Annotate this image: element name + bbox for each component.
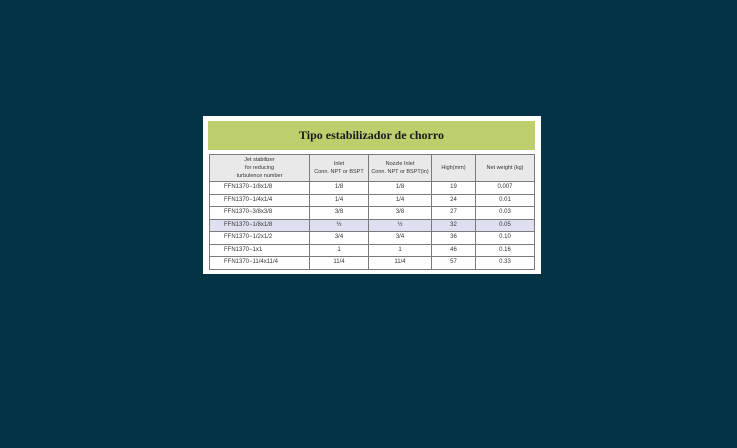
cell-nozzle-inlet: 3/8 bbox=[369, 207, 432, 220]
header-line: High(mm) bbox=[441, 165, 466, 171]
header-net-weight bbox=[476, 155, 535, 182]
cell-model: FFN1370−1/8x1/8 bbox=[210, 219, 310, 232]
cell-inlet: 1/4 bbox=[310, 194, 369, 207]
cell-high: 32 bbox=[432, 219, 476, 232]
cell-model: FFN1370−1/2x1/2 bbox=[210, 232, 310, 245]
cell-inlet: 3/4 bbox=[310, 232, 369, 245]
cell-high: 27 bbox=[432, 207, 476, 220]
cell-inlet: 3/8 bbox=[310, 207, 369, 220]
cell-weight: 0.05 bbox=[476, 219, 535, 232]
table-header-row bbox=[210, 155, 535, 182]
cell-high: 57 bbox=[432, 257, 476, 270]
header-line: for reducing bbox=[244, 165, 275, 171]
table-row bbox=[210, 244, 535, 257]
cell-weight: 0.01 bbox=[476, 194, 535, 207]
header-nozzle-inlet bbox=[369, 155, 432, 182]
cell-high: 46 bbox=[432, 244, 476, 257]
header-line: Jet stabilizer bbox=[244, 157, 275, 163]
table-row bbox=[210, 232, 535, 245]
table-title: Tipo estabilizador de chorro bbox=[208, 121, 535, 150]
cell-weight: 0.10 bbox=[476, 232, 535, 245]
header-inlet bbox=[310, 155, 369, 182]
cell-high: 36 bbox=[432, 232, 476, 245]
header-jet-stabilizer bbox=[210, 155, 310, 182]
cell-nozzle-inlet: 11/4 bbox=[369, 257, 432, 270]
cell-nozzle-inlet: 1/8 bbox=[369, 182, 432, 195]
table-row bbox=[210, 194, 535, 207]
cell-nozzle-inlet: ½ bbox=[369, 219, 432, 232]
cell-high: 24 bbox=[432, 194, 476, 207]
cell-nozzle-inlet: 1/4 bbox=[369, 194, 432, 207]
header-line: Nozzle Inlet bbox=[385, 161, 415, 167]
cell-weight: 0.03 bbox=[476, 207, 535, 220]
cell-model: FFN1370−1/4x1/4 bbox=[210, 194, 310, 207]
header-line: Conn. NPT or BSPT(in) bbox=[371, 169, 429, 175]
header-line: turbulence number bbox=[236, 173, 283, 179]
cell-weight: 0.007 bbox=[476, 182, 535, 195]
cell-nozzle-inlet: 3/4 bbox=[369, 232, 432, 245]
cell-inlet: 1 bbox=[310, 244, 369, 257]
cell-nozzle-inlet: 1 bbox=[369, 244, 432, 257]
cell-inlet: 11/4 bbox=[310, 257, 369, 270]
spec-table bbox=[209, 154, 535, 270]
cell-model: FFN1370−1x1 bbox=[210, 244, 310, 257]
cell-weight: 0.33 bbox=[476, 257, 535, 270]
header-line: Inlet bbox=[333, 161, 345, 167]
cell-inlet: ½ bbox=[310, 219, 369, 232]
header-high bbox=[432, 155, 476, 182]
cell-model: FFN1370−3/8x3/8 bbox=[210, 207, 310, 220]
cell-inlet: 1/8 bbox=[310, 182, 369, 195]
table-row bbox=[210, 182, 535, 195]
spec-table-card bbox=[203, 116, 541, 274]
cell-model: FFN1370−11/4x11/4 bbox=[210, 257, 310, 270]
cell-high: 19 bbox=[432, 182, 476, 195]
cell-weight: 0.16 bbox=[476, 244, 535, 257]
table-row bbox=[210, 207, 535, 220]
table-row bbox=[210, 257, 535, 270]
table-row-highlighted bbox=[210, 219, 535, 232]
cell-model: FFN1370−1/8x1/8 bbox=[210, 182, 310, 195]
header-line: Net weight (kg) bbox=[486, 165, 524, 171]
header-line: Conn. NPT or BSPT bbox=[314, 169, 364, 175]
